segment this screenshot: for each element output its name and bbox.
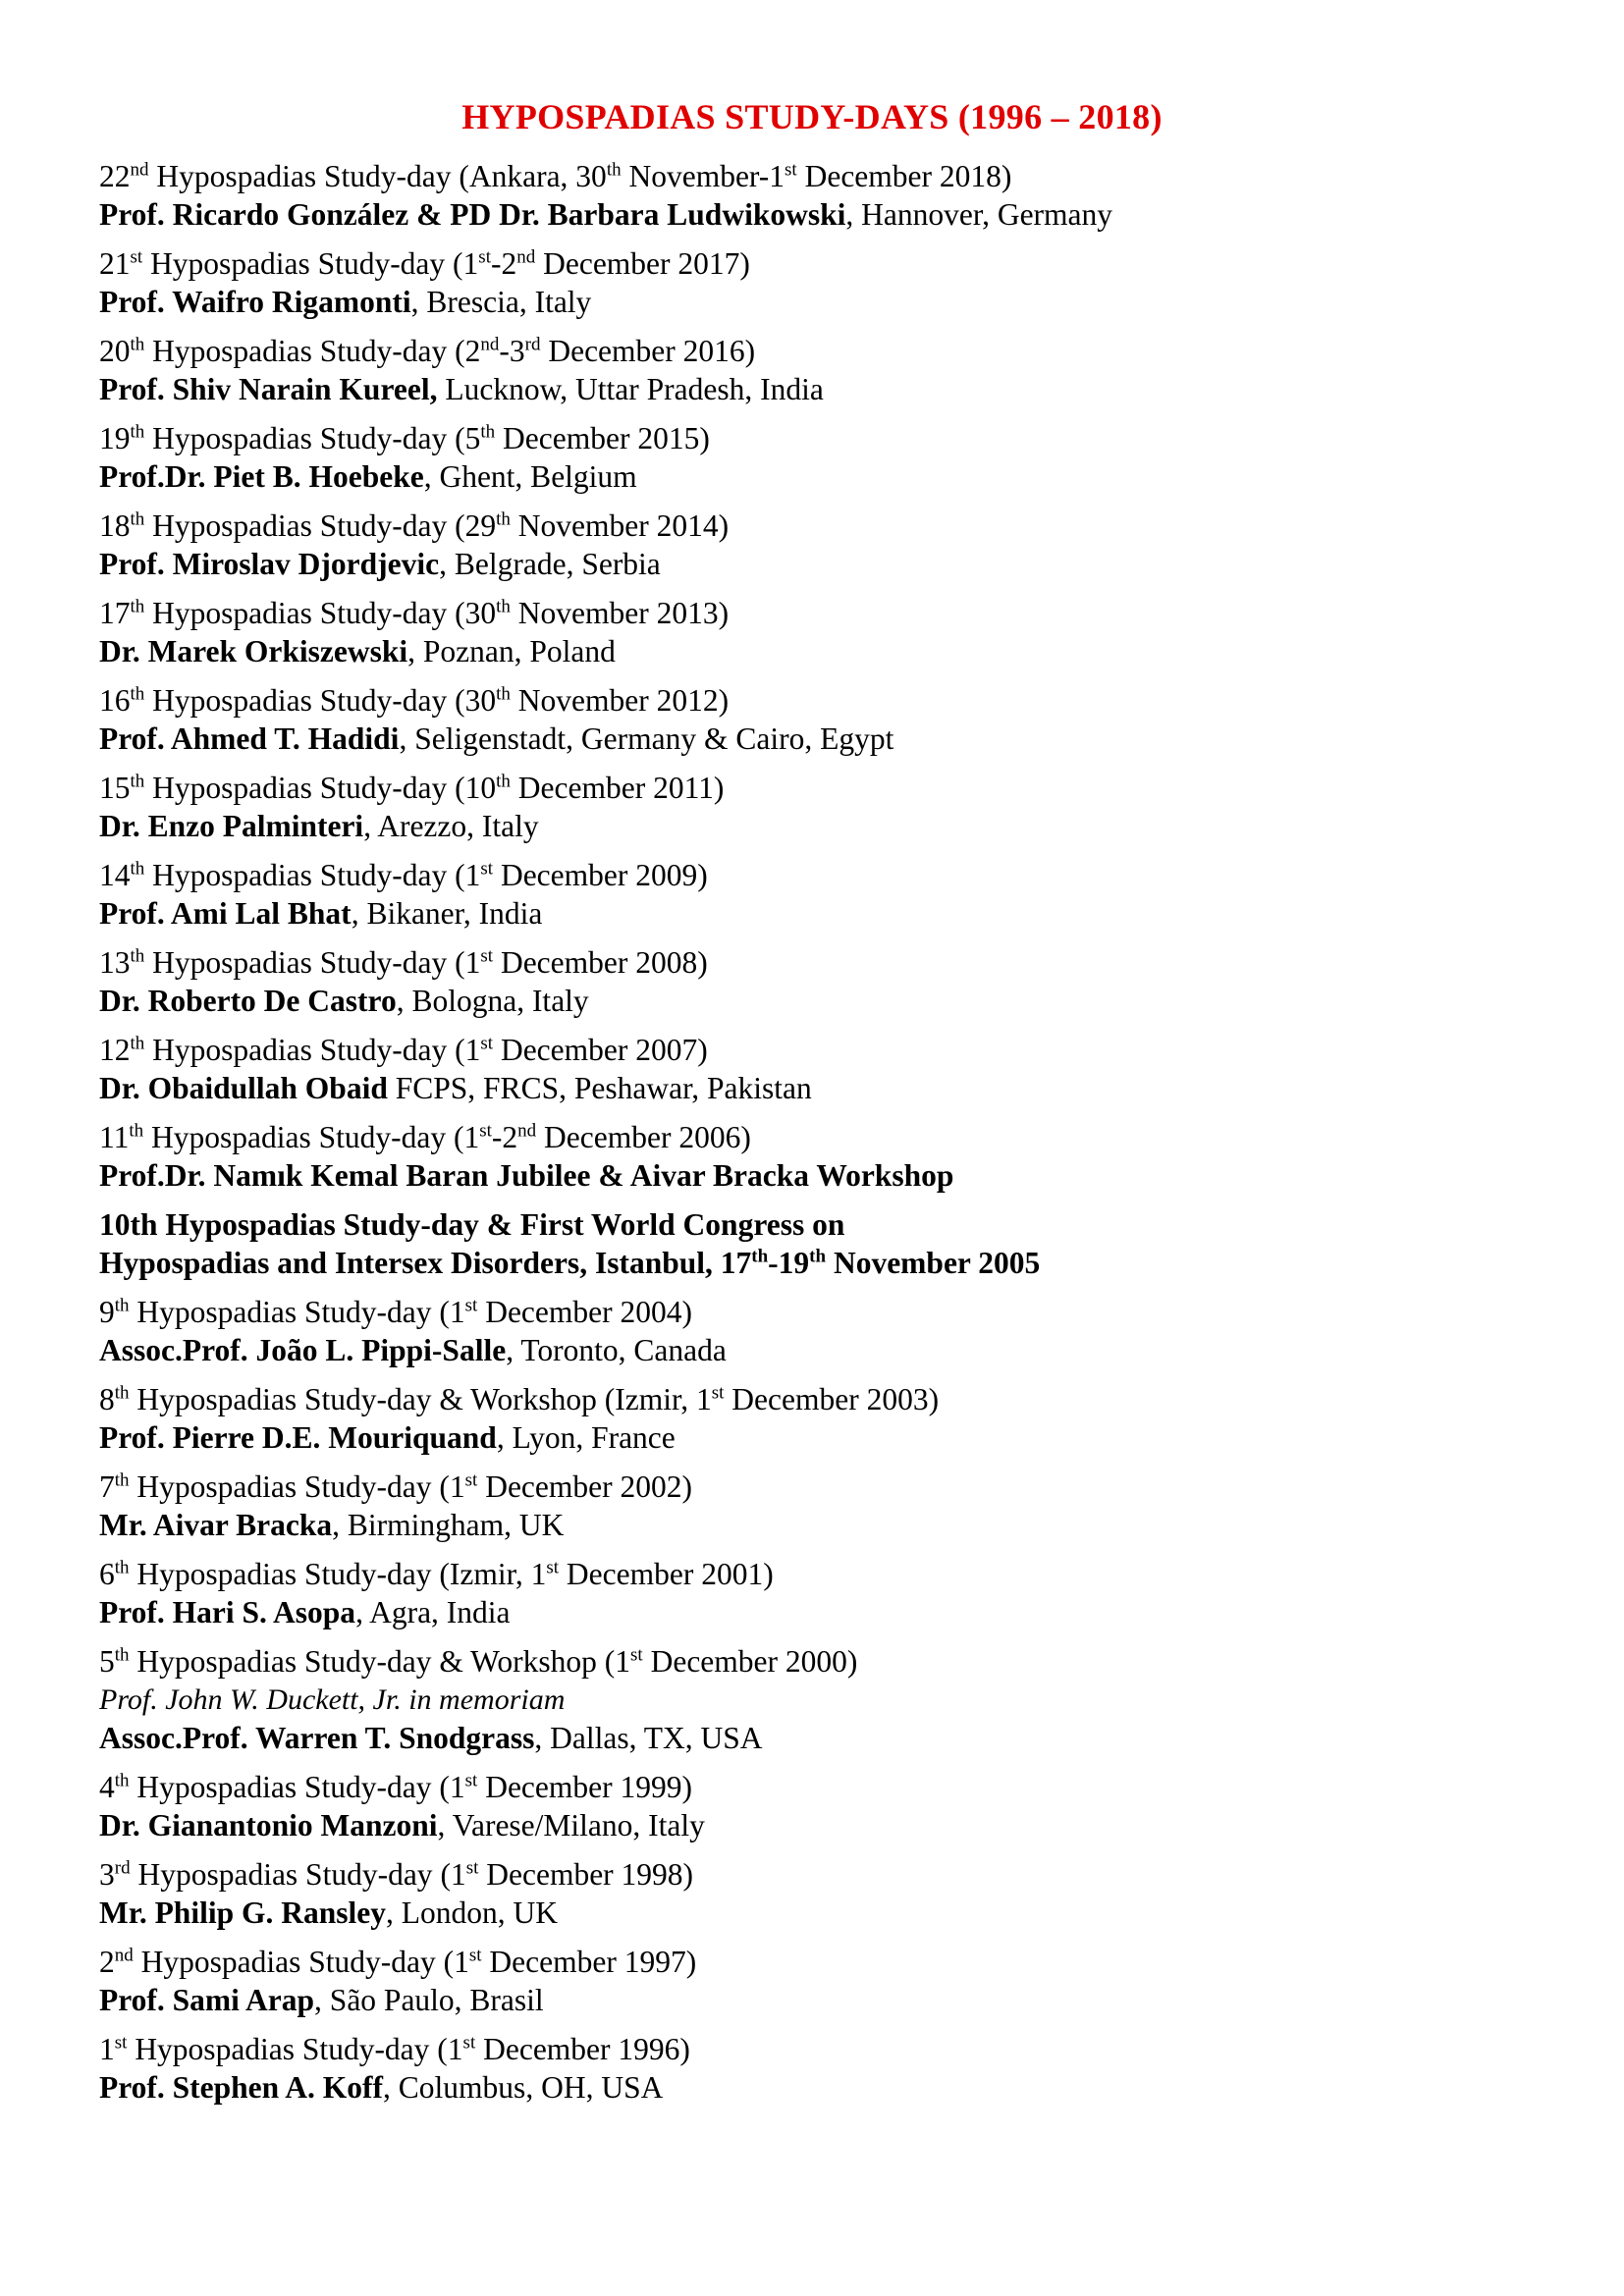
ordinal-suffix: th: [114, 1770, 130, 1791]
speaker-location: , Birmingham, UK: [332, 1508, 565, 1542]
ordinal-suffix: nd: [480, 334, 500, 355]
study-day-date: (1: [431, 1770, 465, 1804]
speaker-name: Dr. Roberto De Castro: [99, 984, 397, 1018]
ordinal-suffix: st: [468, 1945, 482, 1966]
speaker-location: , Agra, India: [355, 1595, 511, 1629]
ordinal-suffix: st: [479, 1120, 492, 1142]
study-day-date: December 2003): [724, 1382, 940, 1416]
study-day-entry: [99, 1380, 1572, 1457]
study-day-label: Hypospadias Study-day: [133, 1945, 436, 1979]
study-day-number: 12: [99, 1033, 131, 1067]
study-day-date: December 2004): [477, 1295, 692, 1329]
study-day-date: -3: [499, 334, 525, 368]
ordinal-suffix: rd: [524, 334, 541, 355]
speaker-name: Prof. Shiv Narain Kureel,: [99, 372, 438, 406]
study-day-date: December 2011): [510, 771, 725, 805]
speaker-location: , São Paulo, Brasil: [314, 1983, 544, 2017]
ordinal-suffix: th: [480, 421, 496, 443]
speaker-line: [99, 632, 1572, 670]
study-day-date: November 2014): [510, 508, 730, 543]
ordinal-suffix: th: [606, 159, 622, 181]
study-day-date: (1: [446, 1120, 480, 1154]
speaker-location: , Lyon, France: [496, 1420, 676, 1455]
study-day-date: (1: [596, 1644, 631, 1679]
study-day-entry: [99, 1118, 1572, 1195]
study-day-date: (1: [432, 1857, 466, 1892]
study-day-label: Hypospadias Study-day: [144, 1033, 448, 1067]
speaker-location: , Belgrade, Serbia: [439, 547, 661, 581]
study-day-entry: [99, 332, 1572, 408]
speaker-name: Prof. Ricardo González & PD Dr. Barbara Ludwikowski: [99, 197, 846, 232]
study-day-date: December 1996): [475, 2032, 690, 2066]
study-day-date: December 1998): [478, 1857, 694, 1892]
ordinal-suffix: st: [480, 1033, 494, 1054]
study-day-date: December 2007): [493, 1033, 708, 1067]
study-day-date: (30: [447, 596, 497, 630]
speaker-line: [99, 1806, 1572, 1844]
study-day-label: Hypospadias Study-day: [148, 159, 452, 193]
study-day-heading: [99, 419, 1572, 457]
study-day-date: (10: [447, 771, 497, 805]
study-day-entry: [99, 681, 1572, 758]
ordinal-suffix: st: [130, 246, 143, 268]
study-day-label: Hypospadias Study-day: [144, 334, 448, 368]
study-day-entry: [99, 1293, 1572, 1369]
ordinal-suffix: st: [464, 1295, 478, 1316]
study-day-date: (1: [429, 2032, 463, 2066]
congress-line: 10th Hypospadias Study-day & First World Congress on: [99, 1207, 845, 1242]
speaker-location: , Toronto, Canada: [506, 1333, 727, 1367]
ordinal-suffix: nd: [130, 159, 149, 181]
speaker-location: , Seligenstadt, Germany & Cairo, Egypt: [399, 721, 894, 756]
study-day-label: Hypospadias Study-day: [144, 945, 448, 980]
ordinal-suffix: th: [114, 1295, 130, 1316]
study-day-date: December 2000): [642, 1644, 858, 1679]
speaker-name: Prof. Sami Arap: [99, 1983, 315, 2017]
study-day-entry: [99, 419, 1572, 496]
ordinal-suffix: st: [462, 2032, 476, 2054]
study-day-date: (1: [447, 945, 481, 980]
speaker-name: Prof. Stephen A. Koff: [99, 2070, 384, 2105]
study-day-heading: [99, 157, 1572, 195]
study-day-date: -2: [490, 246, 517, 281]
study-day-heading: [99, 1468, 1572, 1506]
study-day-label: Hypospadias Study-day: [142, 246, 446, 281]
speaker-location: , Bologna, Italy: [396, 984, 589, 1018]
speaker-name: Prof.Dr. Namık Kemal Baran Jubilee & Aivar Bracka Workshop: [99, 1158, 954, 1193]
study-day-heading: [99, 244, 1572, 283]
study-day-entry: [99, 1768, 1572, 1844]
study-day-date: December 2008): [493, 945, 708, 980]
study-day-label: Hypospadias Study-day: [144, 508, 448, 543]
study-day-entry: [99, 1031, 1572, 1107]
ordinal-suffix: th: [751, 1246, 769, 1267]
speaker-location: , Poznan, Poland: [407, 634, 616, 668]
memoriam-note: Prof. John W. Duckett, Jr. in memoriam: [99, 1683, 566, 1716]
ordinal-suffix: th: [496, 508, 511, 530]
congress-line: [99, 1244, 1572, 1282]
study-day-entry: [99, 769, 1572, 845]
study-day-label: Hypospadias Study-day: [144, 596, 448, 630]
ordinal-suffix: th: [130, 596, 145, 617]
congress-text: Hypospadias and Intersex Disorders, Istanbul, 17: [99, 1246, 752, 1280]
study-day-label: Hypospadias Study-day: [143, 1120, 447, 1154]
study-day-number: 7: [99, 1469, 115, 1504]
study-day-list: [99, 157, 1572, 2117]
study-day-date: December 2002): [477, 1469, 692, 1504]
ordinal-suffix: th: [130, 421, 145, 443]
study-day-heading: [99, 1642, 1572, 1681]
speaker-location: , Varese/Milano, Italy: [437, 1808, 705, 1842]
speaker-line: [99, 1894, 1572, 1932]
study-day-heading: [99, 1943, 1572, 1981]
speaker-location: , Columbus, OH, USA: [383, 2070, 664, 2105]
speaker-line: [99, 1506, 1572, 1544]
ordinal-suffix: th: [114, 1382, 130, 1404]
speaker-name: Prof. Waifro Rigamonti: [99, 285, 411, 319]
ordinal-suffix: st: [630, 1644, 643, 1666]
ordinal-suffix: st: [114, 2032, 128, 2054]
study-day-label: Hypospadias Study-day: [144, 858, 448, 892]
ordinal-suffix: th: [496, 771, 511, 792]
study-day-date: December 2015): [495, 421, 710, 455]
ordinal-suffix: th: [129, 1120, 144, 1142]
ordinal-suffix: th: [496, 596, 511, 617]
study-day-label: Hypospadias Study-day & Workshop: [129, 1382, 597, 1416]
study-day-entry: [99, 1555, 1572, 1631]
speaker-location: , Ghent, Belgium: [423, 459, 637, 494]
speaker-line: [99, 545, 1572, 583]
study-day-date: (1: [447, 1033, 481, 1067]
study-day-heading: [99, 1118, 1572, 1156]
study-day-number: 17: [99, 596, 131, 630]
speaker-name: Mr. Aivar Bracka: [99, 1508, 333, 1542]
ordinal-suffix: th: [130, 334, 145, 355]
study-day-number: 15: [99, 771, 131, 805]
speaker-name: Assoc.Prof. Warren T. Snodgrass: [99, 1721, 535, 1755]
speaker-name: Prof. Hari S. Asopa: [99, 1595, 356, 1629]
speaker-line: [99, 1331, 1572, 1369]
ordinal-suffix: st: [464, 1469, 478, 1491]
study-day-entry: [99, 1205, 1572, 1282]
study-day-number: 2: [99, 1945, 115, 1979]
study-day-date: December 2006): [536, 1120, 751, 1154]
study-day-number: 19: [99, 421, 131, 455]
study-day-date: December 2009): [493, 858, 708, 892]
study-day-date: December 2017): [535, 246, 750, 281]
speaker-location: , Brescia, Italy: [410, 285, 592, 319]
speaker-line: [99, 1156, 1572, 1195]
ordinal-suffix: th: [496, 683, 511, 705]
study-day-number: 13: [99, 945, 131, 980]
study-day-label: Hypospadias Study-day: [129, 1295, 432, 1329]
speaker-line: [99, 283, 1572, 321]
ordinal-suffix: st: [480, 945, 494, 967]
speaker-line: [99, 2068, 1572, 2107]
speaker-name: Prof. Ahmed T. Hadidi: [99, 721, 400, 756]
ordinal-suffix: st: [478, 246, 491, 268]
ordinal-suffix: st: [480, 858, 494, 880]
ordinal-suffix: th: [809, 1246, 827, 1267]
study-day-heading: [99, 1031, 1572, 1069]
ordinal-suffix: nd: [517, 1120, 537, 1142]
speaker-name: Prof. Pierre D.E. Mouriquand: [99, 1420, 497, 1455]
ordinal-suffix: st: [465, 1857, 479, 1879]
speaker-line: [99, 1981, 1572, 2019]
ordinal-suffix: st: [711, 1382, 725, 1404]
congress-text: November 2005: [826, 1246, 1041, 1280]
speaker-location: , Arezzo, Italy: [363, 809, 539, 843]
study-day-label: Hypospadias Study-day & Workshop: [129, 1644, 597, 1679]
speaker-name: Prof. Miroslav Djordjevic: [99, 547, 440, 581]
study-day-number: 11: [99, 1120, 130, 1154]
speaker-line: [99, 457, 1572, 496]
study-day-date: (5: [447, 421, 481, 455]
study-day-label: Hypospadias Study-day: [127, 2032, 430, 2066]
study-day-label: Hypospadias Study-day: [129, 1469, 432, 1504]
speaker-line: [99, 195, 1572, 234]
study-day-date: December 1999): [477, 1770, 692, 1804]
speaker-location: , Bikaner, India: [351, 896, 543, 931]
speaker-location: , London, UK: [386, 1896, 558, 1930]
study-day-heading: [99, 1555, 1572, 1593]
study-day-entry: [99, 1642, 1572, 1757]
study-day-heading: [99, 856, 1572, 894]
study-day-date: December 2001): [559, 1557, 774, 1591]
speaker-location: FCPS, FRCS, Peshawar, Pakistan: [387, 1071, 812, 1105]
ordinal-suffix: th: [114, 1644, 130, 1666]
study-day-date: (2: [447, 334, 481, 368]
speaker-line: [99, 982, 1572, 1020]
study-day-date: December 1997): [481, 1945, 697, 1979]
study-day-number: 3: [99, 1857, 115, 1892]
speaker-location: , Dallas, TX, USA: [534, 1721, 763, 1755]
study-day-date: -2: [491, 1120, 518, 1154]
study-day-date: (Izmir, 1: [596, 1382, 712, 1416]
study-day-number: 9: [99, 1295, 115, 1329]
study-day-heading: [99, 1855, 1572, 1894]
study-day-heading: [99, 332, 1572, 370]
study-day-date: (Izmir, 1: [431, 1557, 547, 1591]
study-day-number: 14: [99, 858, 131, 892]
study-day-date: November 2012): [510, 683, 730, 718]
study-day-date: December 2016): [540, 334, 756, 368]
speaker-name: Prof.Dr. Piet B. Hoebeke: [99, 459, 424, 494]
study-day-heading: [99, 943, 1572, 982]
study-day-date: December 2018): [796, 159, 1012, 193]
study-day-date: (1: [447, 858, 481, 892]
ordinal-suffix: th: [130, 945, 145, 967]
study-day-number: 5: [99, 1644, 115, 1679]
ordinal-suffix: th: [114, 1557, 130, 1578]
study-day-heading: [99, 1293, 1572, 1331]
ordinal-suffix: nd: [516, 246, 536, 268]
study-day-label: Hypospadias Study-day: [144, 683, 448, 718]
study-day-entry: [99, 1855, 1572, 1932]
speaker-name: Dr. Enzo Palminteri: [99, 809, 364, 843]
study-day-entry: [99, 594, 1572, 670]
study-day-heading: [99, 507, 1572, 545]
speaker-line: [99, 1593, 1572, 1631]
ordinal-suffix: st: [785, 159, 797, 181]
speaker-line: [99, 1069, 1572, 1107]
study-day-date: November-1: [621, 159, 785, 193]
speaker-line: [99, 807, 1572, 845]
study-day-number: 1: [99, 2032, 115, 2066]
study-day-date: (29: [447, 508, 497, 543]
ordinal-suffix: th: [130, 1033, 145, 1054]
study-day-label: Hypospadias Study-day: [144, 421, 448, 455]
study-day-label: Hypospadias Study-day: [129, 1770, 432, 1804]
ordinal-suffix: rd: [114, 1857, 131, 1879]
study-day-heading: [99, 769, 1572, 807]
ordinal-suffix: st: [464, 1770, 478, 1791]
study-day-label: Hypospadias Study-day: [144, 771, 448, 805]
study-day-entry: [99, 157, 1572, 234]
study-day-date: (1: [435, 1945, 469, 1979]
speaker-name: Prof. Ami Lal Bhat: [99, 896, 352, 931]
study-day-date: (1: [445, 246, 479, 281]
speaker-line: [99, 894, 1572, 933]
speaker-line: [99, 370, 1572, 408]
study-day-heading: [99, 594, 1572, 632]
study-day-heading: [99, 1380, 1572, 1418]
study-day-date: (30: [447, 683, 497, 718]
study-day-entry: [99, 1943, 1572, 2019]
speaker-name: Mr. Philip G. Ransley: [99, 1896, 386, 1930]
speaker-location: Lucknow, Uttar Pradesh, India: [437, 372, 824, 406]
ordinal-suffix: st: [546, 1557, 560, 1578]
study-day-label: Hypospadias Study-day: [130, 1857, 433, 1892]
page-title: HYPOSPADIAS STUDY-DAYS (1996 – 2018): [461, 97, 1163, 136]
speaker-location: , Hannover, Germany: [845, 197, 1113, 232]
study-day-entry: [99, 2030, 1572, 2107]
study-day-entry: [99, 1468, 1572, 1544]
study-day-heading: [99, 681, 1572, 720]
ordinal-suffix: nd: [114, 1945, 134, 1966]
study-day-entry: [99, 507, 1572, 583]
study-day-number: 22: [99, 159, 131, 193]
study-day-number: 18: [99, 508, 131, 543]
ordinal-suffix: th: [130, 683, 145, 705]
study-day-date: (Ankara, 30: [451, 159, 607, 193]
speaker-name: Assoc.Prof. João L. Pippi-Salle: [99, 1333, 507, 1367]
speaker-name: Dr. Marek Orkiszewski: [99, 634, 408, 668]
study-day-entry: [99, 856, 1572, 933]
study-day-entry: [99, 244, 1572, 321]
study-day-number: 4: [99, 1770, 115, 1804]
study-day-label: Hypospadias Study-day: [129, 1557, 432, 1591]
study-day-number: 20: [99, 334, 131, 368]
study-day-number: 8: [99, 1382, 115, 1416]
speaker-name: Dr. Obaidullah Obaid: [99, 1071, 388, 1105]
speaker-line: [99, 1418, 1572, 1457]
study-day-number: 21: [99, 246, 131, 281]
study-day-heading: [99, 1768, 1572, 1806]
study-day-date: (1: [431, 1469, 465, 1504]
congress-text: -19: [768, 1246, 810, 1280]
study-day-entry: [99, 943, 1572, 1020]
speaker-name: Dr. Gianantonio Manzoni: [99, 1808, 438, 1842]
ordinal-suffix: th: [130, 771, 145, 792]
speaker-line: [99, 1719, 1572, 1757]
speaker-line: [99, 720, 1572, 758]
study-day-number: 16: [99, 683, 131, 718]
study-day-date: November 2013): [510, 596, 730, 630]
ordinal-suffix: th: [114, 1469, 130, 1491]
study-day-date: (1: [431, 1295, 465, 1329]
study-day-number: 6: [99, 1557, 115, 1591]
ordinal-suffix: th: [130, 858, 145, 880]
study-day-heading: [99, 2030, 1572, 2068]
ordinal-suffix: th: [130, 508, 145, 530]
